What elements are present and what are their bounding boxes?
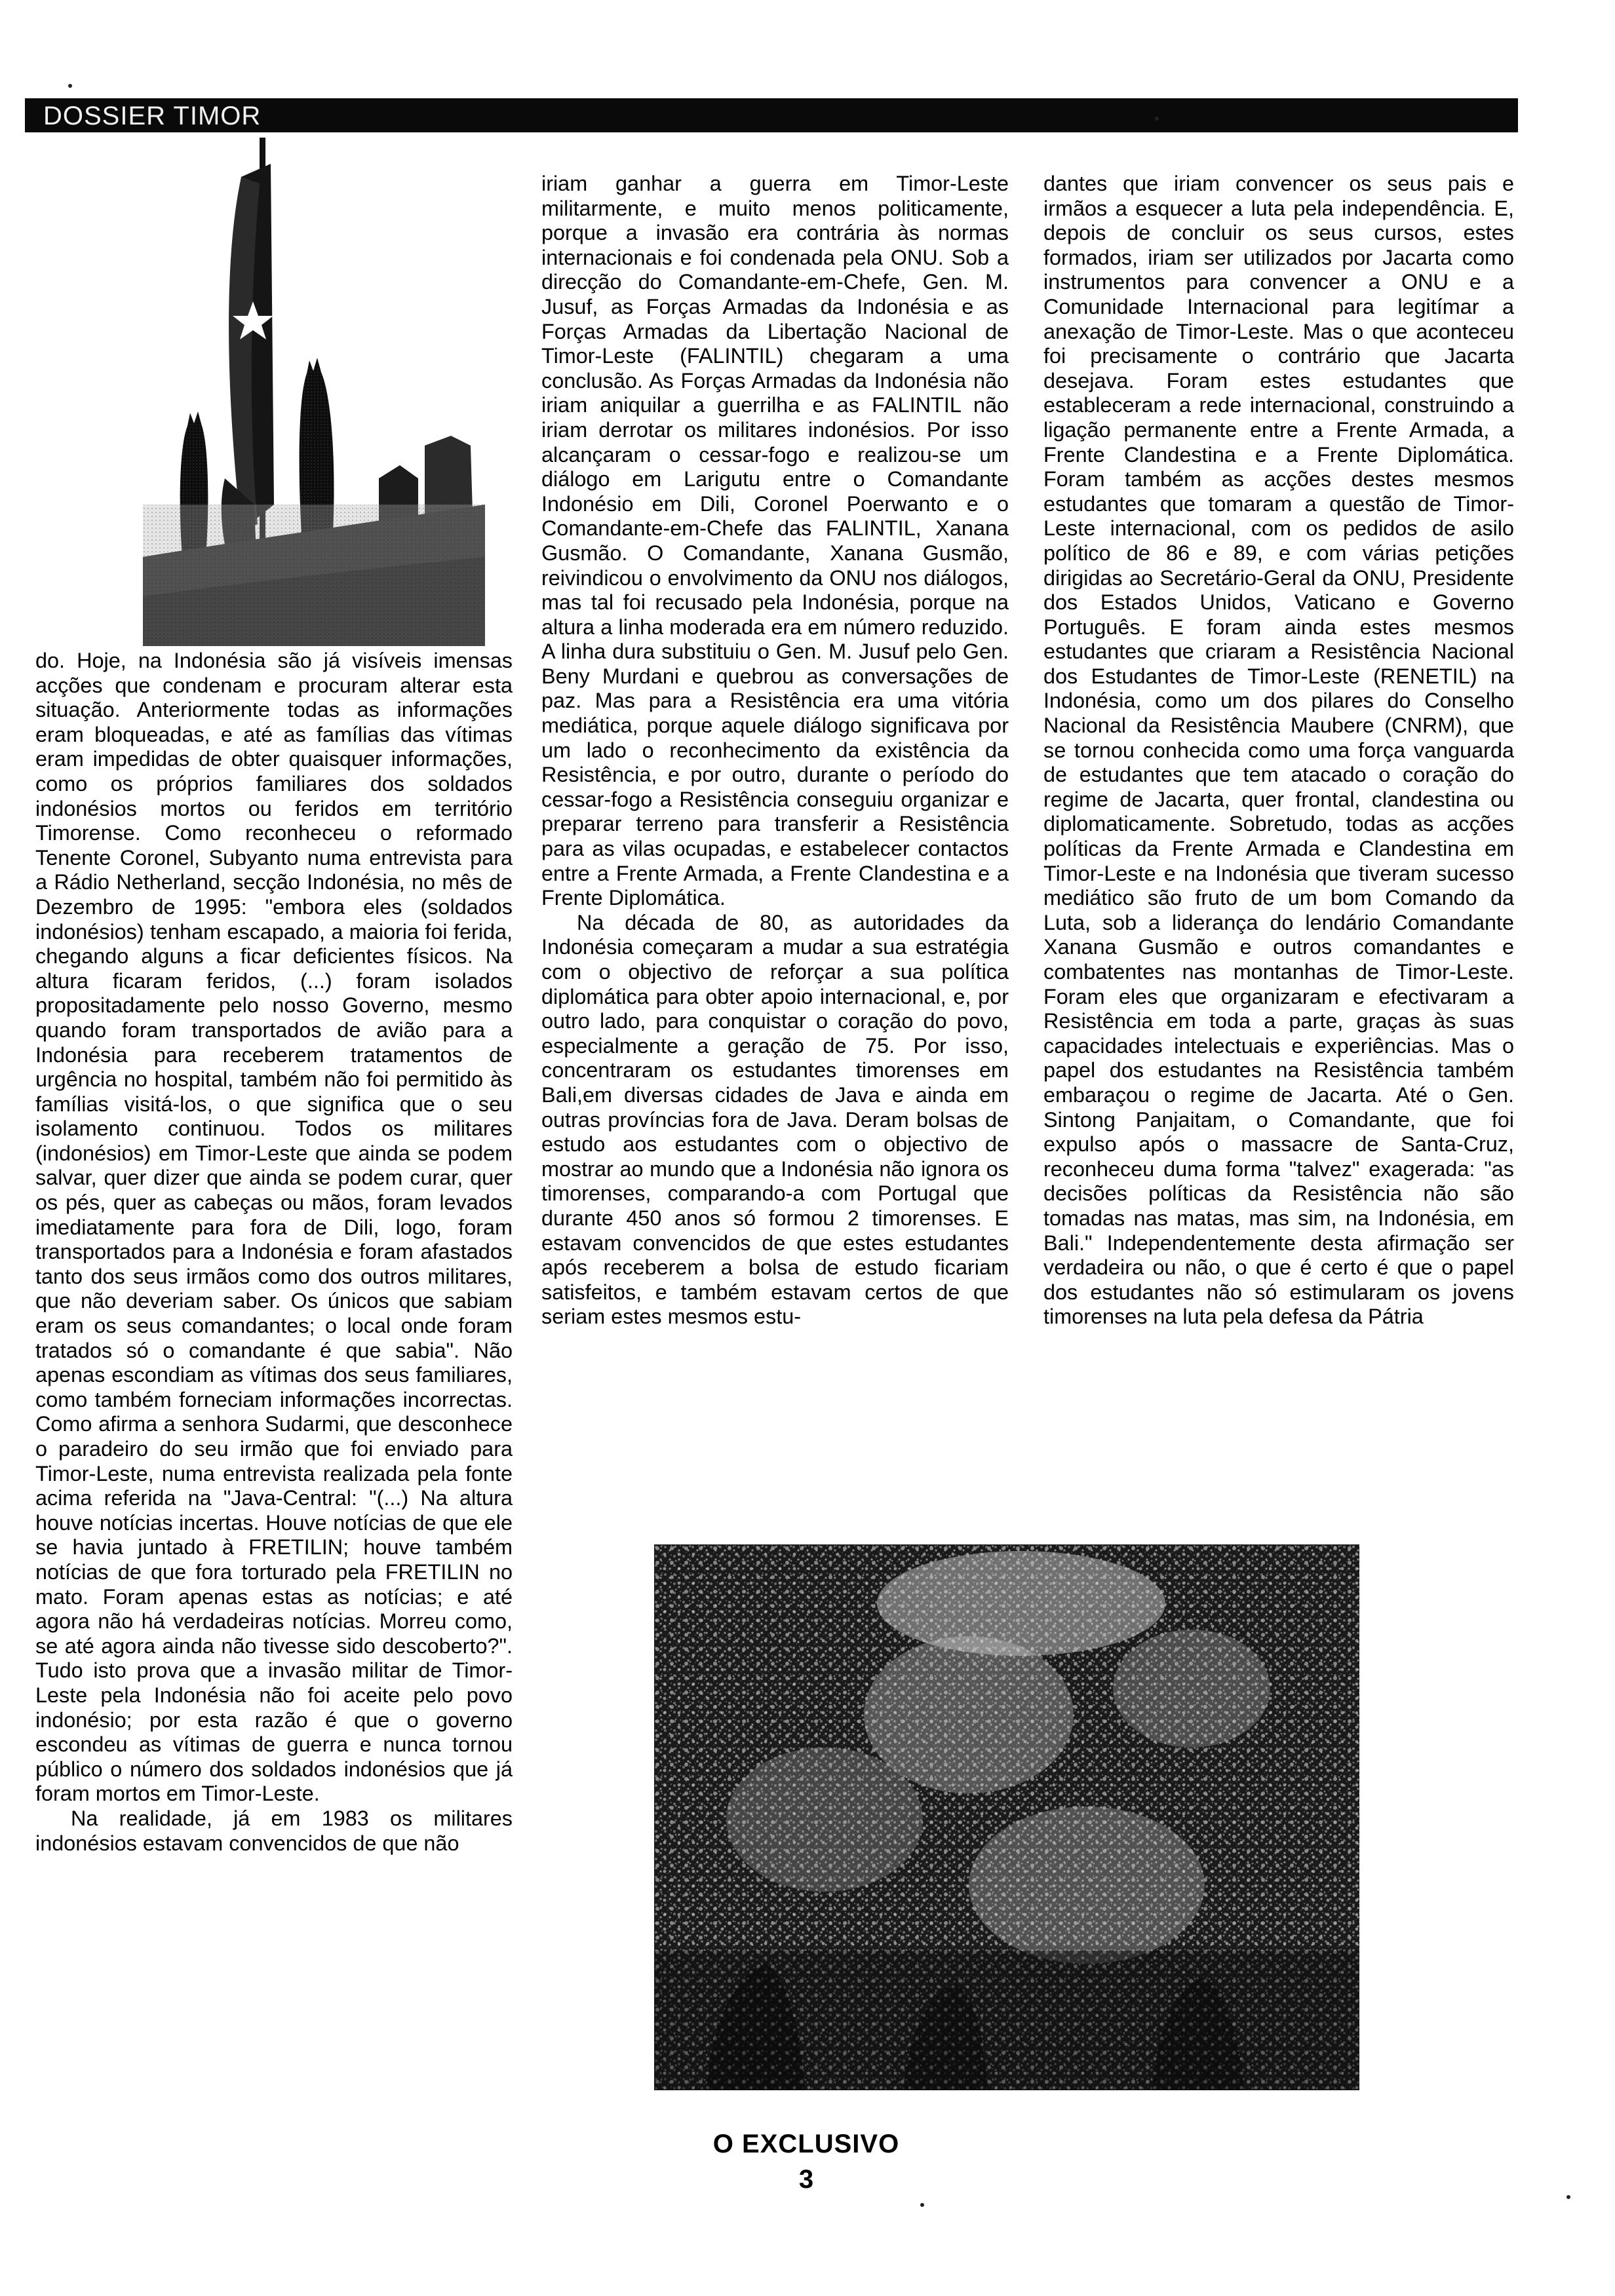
paragraph: Na realidade, já em 1983 os militares indonésios estavam convencidos de que não <box>35 1806 513 1855</box>
paragraph: iriam ganhar a guerra em Timor-Leste militarmente, e muito menos politicamente, porque a invasão era contrária às normas internacionais e foi condenada pela ONU. Sob a direcção do Comandante-em-Chefe, Gen. M. Jusuf, as Forças Armadas da Indonésia e as Forças Armadas da Libertação Nacional de Timor-Leste (FALINTIL) chegaram a uma conclusão. As Forças Armadas da Indonésia não iriam aniquilar a guerrilha e as FALINTIL não iriam derrotar os militares indonésios. Por isso alcançaram o cessar-fogo e realizou-se um diálogo em Larigutu entre o Comandante Indonésio em Dili, Coronel Poerwanto e o Comandante-em-Chefe das FALINTIL, Xanana Gusmão. O Comandante, Xanana Gusmão, reivindicou o envolvimento da ONU nos diálogos, mas tal foi recusado pela Indonésia, porque na altura a linha moderada era em número reduzido. A linha dura substituiu o Gen. M. Jusuf pelo Gen. Beny Murdani e quebrou as conversações de paz. Mas para a Resistência era uma vitória mediática, porque aquele diálogo significava por um lado o reconhecimento da existência da Resistência, e por outro, durante o período do cessar-fogo a Resistência conseguiu organizar e preparar terreno para transferir a Resistência para as vilas ocupadas, e estabelecer contactos entre a Frente Armada, a Frente Clandestina e a Frente Diplomática. <box>541 172 1009 910</box>
crowd-photo <box>654 1544 1359 2090</box>
page-number: 3 <box>798 2165 814 2194</box>
scan-speck <box>1566 2195 1570 2199</box>
section-title: DOSSIER TIMOR <box>43 102 262 130</box>
scan-speck <box>920 2203 924 2207</box>
paragraph: dantes que iriam convencer os seus pais e irmãos a esquecer a luta pela independência. E, depois de concluir os seus cursos, estes formados, iriam ser utilizados por Jacarta como instrumentos para convencer a ONU e a Comunidade Internacional para legitímar a anexação de Timor-Leste. Mas o que aconteceu foi precisamente o contrário que Jacarta desejava. Foram estes estudantes que estableceram a rede internacional, construindo a ligação permanente entre a Frente Armada, a Frente Clandestina e a Frente Diplomática. Foram também as acções destes mesmos estudantes que tomaram a questão de Timor-Leste internacional, com os pedidos de asilo político de 86 e 89, e com várias petições dirigidas ao Secretário-Geral da ONU, Presidente dos Estados Unidos, Vaticano e Governo Português. E foram ainda estes mesmos estudantes que criaram a Resistência Nacional dos Estudantes de Timor-Leste (RENETIL) na Indonésia, como um dos pilares do Conselho Nacional da Resistência Maubere (CNRM), que se tornou conhecida como uma força vanguarda de estudantes que tem atacado o coração do regime de Jacarta, quer frontal, clandestina ou diplomaticamente. Sobretudo, todas as acções políticas da Frente Armada e Clandestina em Timor-Leste e na Indonésia que tiveram sucesso mediático são fruto de um bom Comando da Luta, sob a liderança do lendário Comandante Xanana Gusmão e outros comandantes e combatentes nas montanhas de Timor-Leste. Foram eles que organizaram e efectivaram a Resistência em toda a parte, graças às suas capacidades intelectuais e experiências. Mas o papel dos estudantes na Resistência também embaraçou o regime de Jacarta. Até o Gen. Sintong Panjaitam, o Comandante, que foi expulso após o massacre de Santa-Cruz, reconheceu duma forma "talvez" exagerada: "as decisões políticas da Resistência não são tomadas nas matas, mas sim, na Indonésia, em Bali." Independentemente desta afirmação ser verdadeira ou não, o que é certo é que o papel dos estudantes não só estimularam os jovens timorenses na luta pela defesa da Pátria <box>1043 172 1514 1329</box>
article-column-3 <box>1043 172 1514 1330</box>
publication-name: O EXCLUSIVO <box>712 2130 900 2158</box>
article-column-1 <box>35 649 513 1856</box>
article-column-2 <box>541 172 1009 1330</box>
paragraph: Na década de 80, as autoridades da Indonésia começaram a mudar a sua estratégia com o objectivo de reforçar a sua política diplomática para obter apoio internacional, e, por outro lado, para conquistar o coração do povo, especialmente a geração de 75. Por isso, concentraram os estudantes timorenses em Bali,em diversas cidades de Java e ainda em outras províncias fora de Java. Deram bolsas de estudo aos estudantes com o objectivo de mostrar ao mundo que a Indonésia não ignora os timorenses, comparando-a com Portugal que durante 450 anos só formou 2 timorenses. E estavam convencidos de que estes estudantes após receberem a bolsa de estudo ficariam satisfeitos, e também estavam certos de que seriam estes mesmos estu- <box>541 910 1009 1329</box>
scan-speck <box>1155 117 1159 121</box>
paragraph: do. Hoje, na Indonésia são já visíveis imensas acções que condenam e procuram alterar esta situação. Anteriormente todas as informações eram bloqueadas, e até as famílias das vítimas eram impedidas de obter quaisquer informações, como os próprios familiares dos soldados indonésios mortos ou feridos em território Timorense. Como reconheceu o reformado Tenente Coronel, Subyanto numa entrevista para a Rádio Netherland, secção Indonésia, no mês de Dezembro de 1995: "embora eles (soldados indonésios) tenham escapado, a maioria foi ferida, chegando alguns a ficar deficientes físicos. Na altura ficaram feridos, (...) foram isolados propositadamente pelo nosso Governo, mesmo quando foram transportados de avião para a Indonésia para receberem tratamentos de urgência no hospital, também não foi permitido às famílias visitá-los, o que significa que o seu isolamento continuou. Todos os militares (indonésios) em Timor-Leste que ainda se podem salvar, quer dizer que ainda se podem curar, quer os pés, quer as cabeças ou mãos, foram levados imediatamente para fora de Dili, logo, foram transportados para a Indonésia e foram afastados tanto dos seus irmãos como dos outros militares, que não deveriam saber. Os únicos que sabiam eram os seus comandantes; o local onde foram tratados só o comandante é que sabia". Não apenas escondiam as vítimas dos seus familiares, como também forneciam informações incorrectas. Como afirma a senhora Sudarmi, que desconhece o paradeiro do seu irmão que foi enviado para Timor-Leste, numa entrevista realizada pela fonte acima referida na "Java-Central: "(...) Na altura houve notícias incertas. Houve notícias de que ele se havia juntado à FRETILIN; houve também notícias de que fora torturado pela FRETILIN no mato. Foram apenas estas as notícias; e até agora não há verdadeiras notícias. Morreu como, se até agora ainda não tivesse sido descoberto?". Tudo isto prova que a invasão militar de Timor-Leste pela Indonésia não foi aceite pelo povo indonésio; por esta razão é que o governo escondeu as vítimas de guerra e nunca tornou público o número dos soldados indonésios que já foram mortos em Timor-Leste. <box>35 649 513 1806</box>
scan-speck <box>68 84 72 88</box>
flag-photo <box>143 138 485 646</box>
